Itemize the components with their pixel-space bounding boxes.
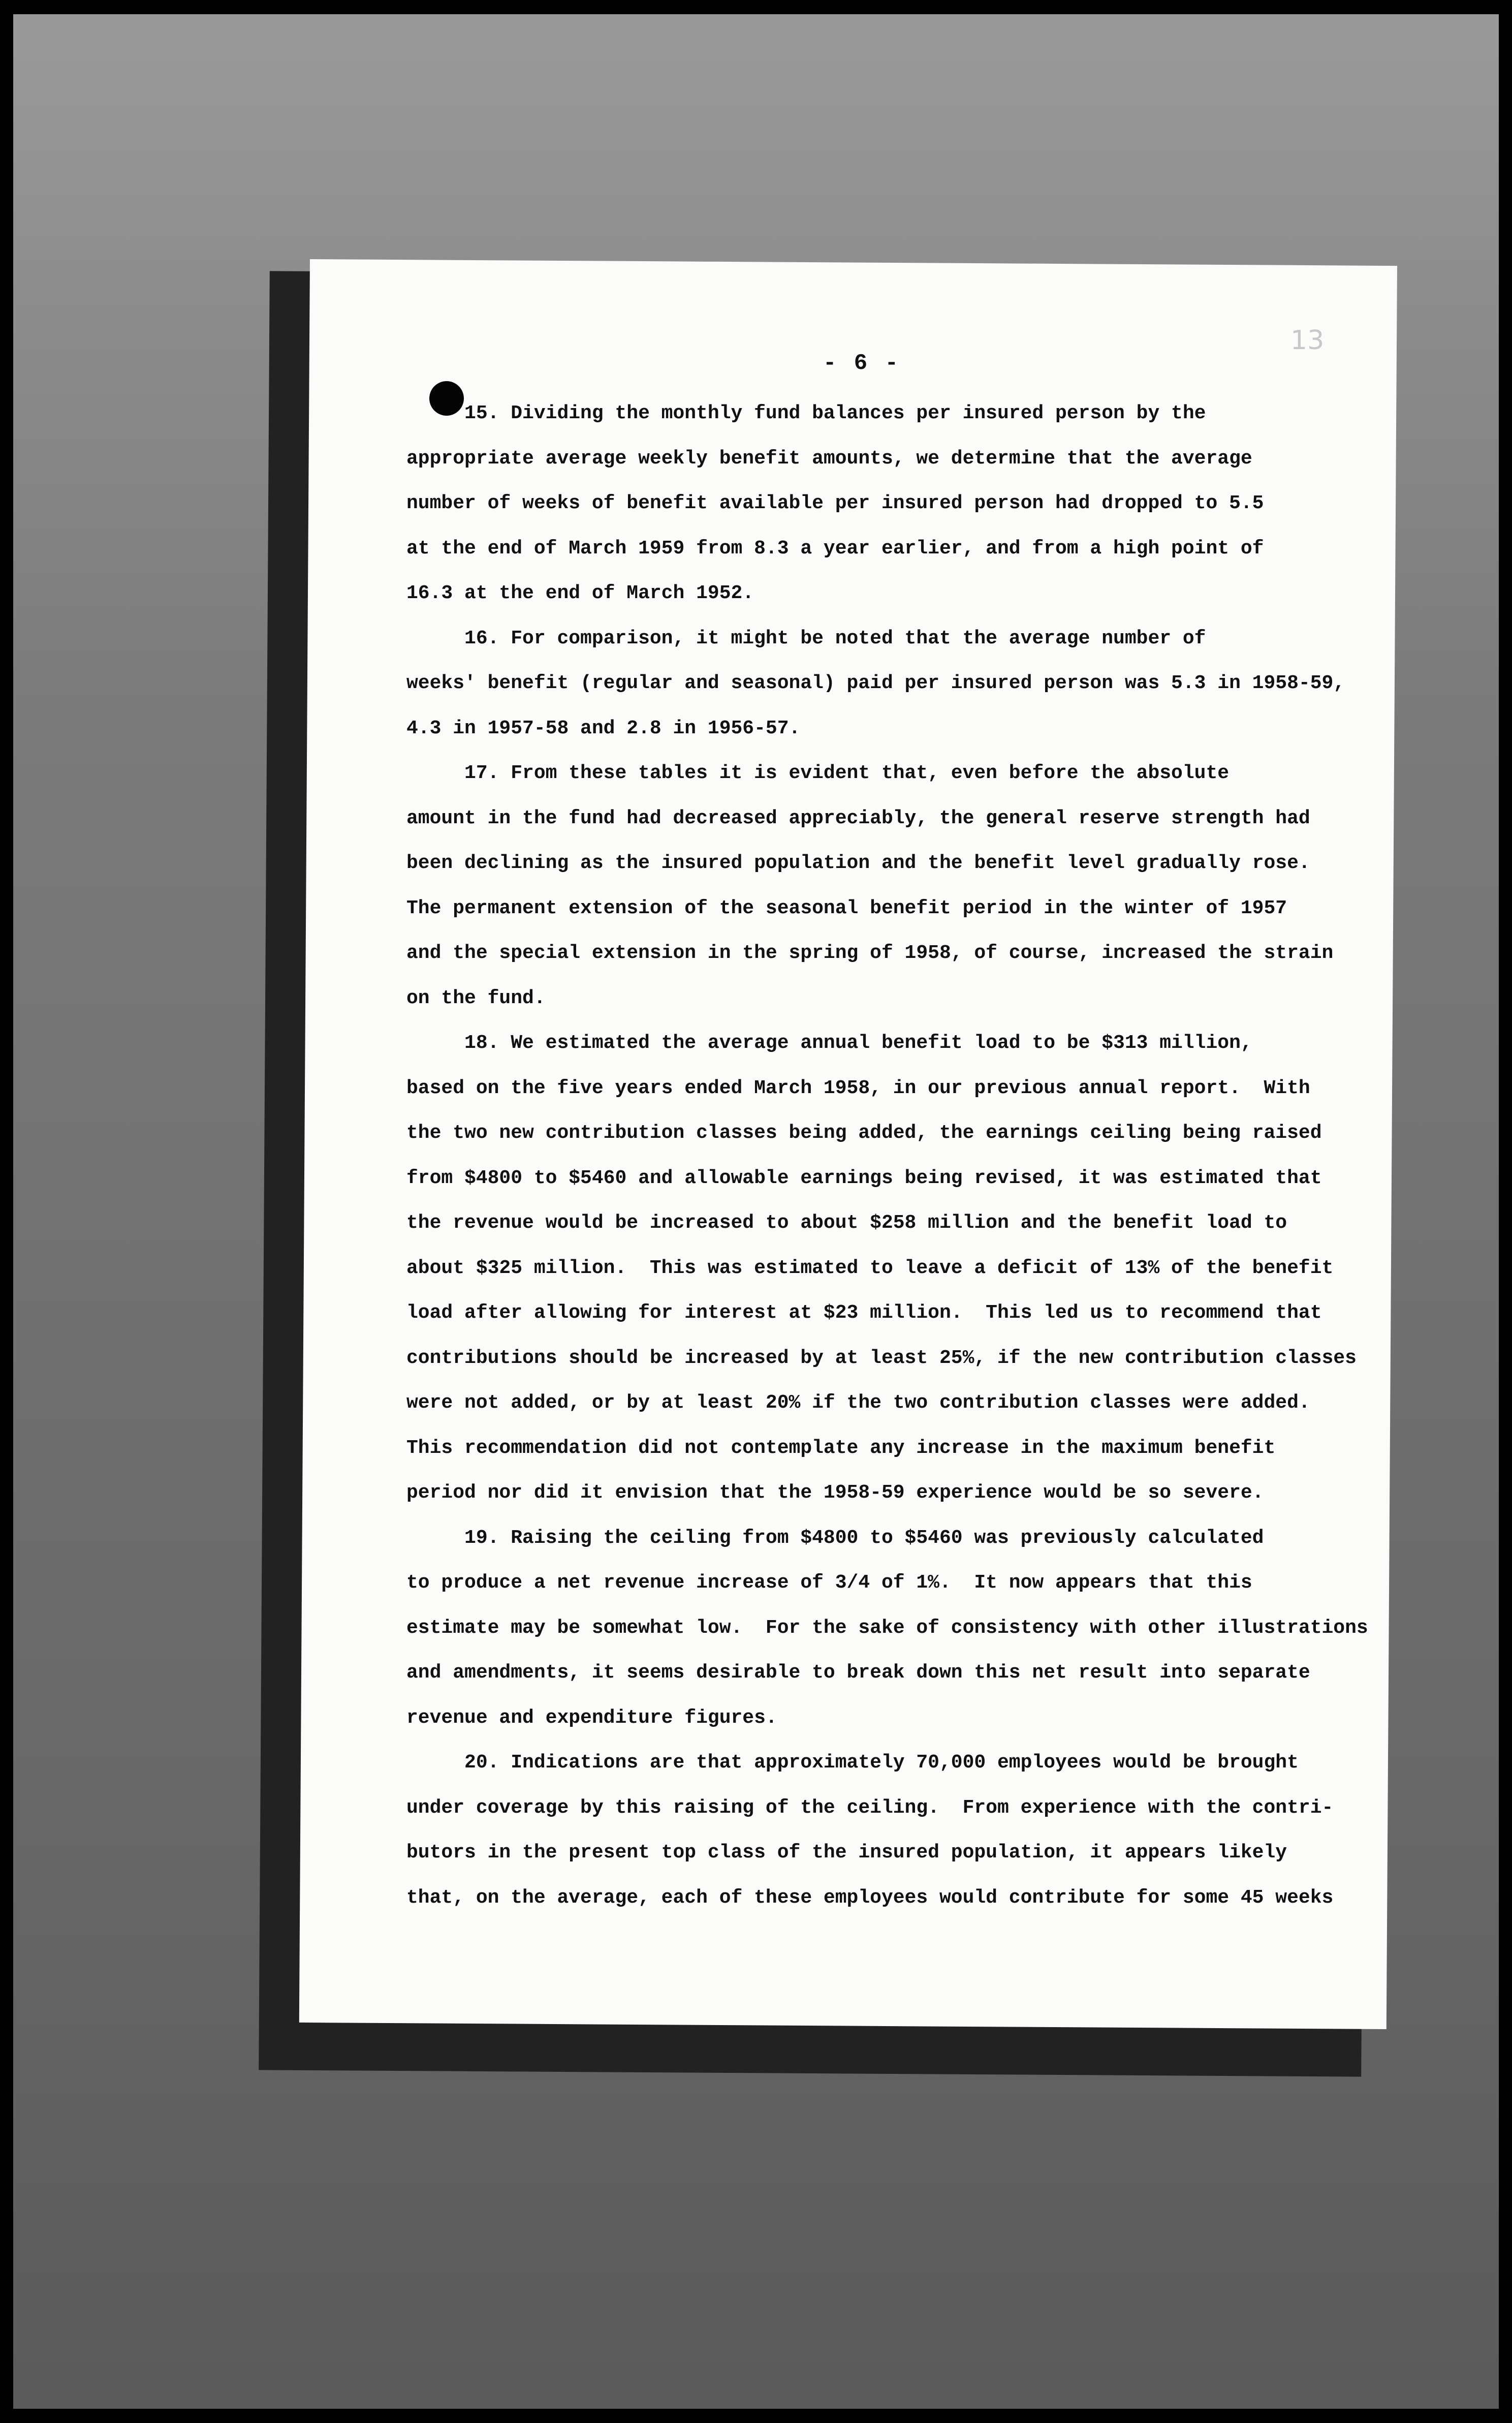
text-line: were not added, or by at least 20% if the two contribution classes were added. [406, 1392, 1310, 1414]
text-line: based on the five years ended March 1958, in our previous annual report. With [406, 1077, 1310, 1099]
text-line: estimate may be somewhat low. For the sake of consistency with other illustrations [406, 1617, 1368, 1639]
film-border-top [0, 0, 1512, 14]
film-border-left [0, 0, 13, 2423]
corner-stamp-number: 13 [1290, 325, 1325, 356]
text-line: butors in the present top class of the insured population, it appears likely [406, 1842, 1287, 1863]
text-line: contributions should be increased by at least 25%, if the new contribution classes [406, 1347, 1357, 1369]
text-line: 17. From these tables it is evident that, even before the absolute [406, 762, 1230, 784]
text-line: from $4800 to $5460 and allowable earnings being revised, it was estimated that [406, 1167, 1322, 1189]
paragraph-19 [406, 1516, 1368, 1741]
text-line: and the special extension in the spring of 1958, of course, increased the strain [406, 942, 1334, 964]
text-line: that, on the average, each of these employees would contribute for some 45 weeks [406, 1886, 1334, 1909]
text-line: 15. Dividing the monthly fund balances per insured person by the [406, 402, 1206, 424]
text-line: at the end of March 1959 from 8.3 a year earlier, and from a high point of [406, 537, 1264, 560]
text-line: amount in the fund had decreased appreciably, the general reserve strength had [406, 807, 1310, 829]
text-line: number of weeks of benefit available per insured person had dropped to 5.5 [406, 492, 1264, 514]
paragraph-16 [406, 616, 1362, 752]
text-line: appropriate average weekly benefit amounts, we determine that the average [406, 447, 1252, 470]
text-line: and amendments, it seems desirable to break down this net result into separate [406, 1662, 1310, 1684]
text-line: period nor did it envision that the 1958-59 experience would be so severe. [406, 1482, 1264, 1504]
film-border-bottom [0, 2409, 1512, 2423]
text-line: The permanent extension of the seasonal benefit period in the winter of 1957 [406, 897, 1287, 919]
text-line: been declining as the insured population and the benefit level gradually rose. [406, 852, 1310, 874]
body-text [406, 391, 1368, 1920]
text-line: 19. Raising the ceiling from $4800 to $5460 was previously calculated [406, 1527, 1264, 1549]
text-line: weeks' benefit (regular and seasonal) paid per insured person was 5.3 in 1958-59, [406, 672, 1345, 694]
text-line: 4.3 in 1957-58 and 2.8 in 1956-57. [406, 717, 801, 739]
paragraph-18 [406, 1021, 1362, 1516]
text-line: This recommendation did not contemplate any increase in the maximum benefit [406, 1437, 1276, 1459]
text-line: 18. We estimated the average annual benefit load to be $313 million, [406, 1032, 1252, 1054]
page-number: - 6 - [823, 351, 901, 376]
paragraph-20 [406, 1741, 1362, 1920]
text-line: to produce a net revenue increase of 3/4 of 1%. It now appears that this [406, 1572, 1252, 1594]
text-line: revenue and expenditure figures. [406, 1706, 777, 1729]
text-line: the two new contribution classes being added, the earnings ceiling being raised [406, 1122, 1322, 1144]
text-line: on the fund. [406, 987, 546, 1009]
paragraph-15 [406, 391, 1362, 616]
paragraph-17 [406, 751, 1362, 1021]
film-border-right [1499, 0, 1512, 2423]
text-line: 20. Indications are that approximately 70,000 employees would be brought [406, 1752, 1299, 1774]
text-line: the revenue would be increased to about $258 million and the benefit load to [406, 1212, 1287, 1234]
text-line: about $325 million. This was estimated to leave a deficit of 13% of the benefit [406, 1257, 1334, 1279]
text-line: load after allowing for interest at $23 million. This led us to recommend that [406, 1302, 1322, 1324]
text-line: 16.3 at the end of March 1952. [406, 582, 754, 604]
text-line: under coverage by this raising of the ceiling. From experience with the contri- [406, 1796, 1334, 1819]
text-line: 16. For comparison, it might be noted that the average number of [406, 627, 1206, 649]
